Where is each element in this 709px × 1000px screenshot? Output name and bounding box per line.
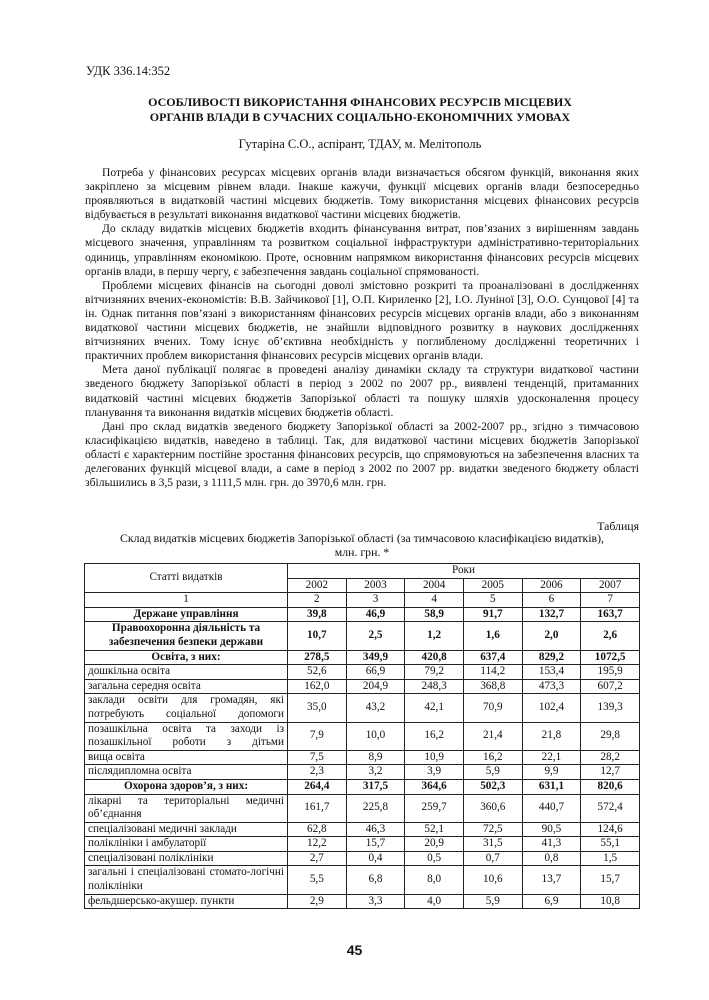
column-number: 2 [288, 593, 347, 608]
value-cell: 631,1 [522, 779, 581, 794]
value-cell: 12,2 [288, 837, 347, 852]
value-cell: 91,7 [463, 607, 522, 622]
column-header-years: Роки [288, 564, 640, 579]
value-cell: 637,4 [463, 650, 522, 665]
value-cell: 15,7 [581, 866, 640, 894]
value-cell: 79,2 [405, 665, 464, 680]
value-cell: 259,7 [405, 794, 464, 822]
author-line: Гутаріна С.О., аспірант, ТДАУ, м. Мелітополь [238, 137, 482, 151]
value-cell: 473,3 [522, 679, 581, 694]
paragraph: Мета даної публікації полягає в проведені аналізу динаміки складу та структури видаткової частини зведеного бюджету Запорізької області в період з 2002 по 2007 рр., виявлені тенденцій, притаманних видатковій частині місцевих бюджетів Запорізької області та пошуку шляхів удосконалення процесу планування та виконання видатків місцевих бюджетів області. [85, 363, 639, 419]
value-cell: 8,0 [405, 866, 464, 894]
value-cell: 572,4 [581, 794, 640, 822]
value-cell: 161,7 [288, 794, 347, 822]
page-number: 45 [346, 942, 363, 958]
value-cell: 5,9 [463, 894, 522, 909]
value-cell: 9,9 [522, 765, 581, 780]
value-cell: 502,3 [463, 779, 522, 794]
table-caption-line-2: млн. грн. * [334, 544, 390, 559]
value-cell: 16,2 [463, 750, 522, 765]
value-cell: 1072,5 [581, 650, 640, 665]
value-cell: 6,8 [346, 866, 405, 894]
column-number: 6 [522, 593, 581, 608]
value-cell: 90,5 [522, 822, 581, 837]
value-cell: 225,8 [346, 794, 405, 822]
value-cell: 3,2 [346, 765, 405, 780]
value-cell: 278,5 [288, 650, 347, 665]
value-cell: 829,2 [522, 650, 581, 665]
value-cell: 3,3 [346, 894, 405, 909]
article-title [80, 95, 640, 125]
value-cell: 20,9 [405, 837, 464, 852]
value-cell: 204,9 [346, 679, 405, 694]
value-cell: 13,7 [522, 866, 581, 894]
value-cell: 2,6 [581, 622, 640, 650]
value-cell: 31,5 [463, 837, 522, 852]
table-row [85, 779, 640, 794]
value-cell: 2,5 [346, 622, 405, 650]
table-row [85, 765, 640, 780]
value-cell: 0,7 [463, 851, 522, 866]
column-number: 3 [346, 593, 405, 608]
value-cell: 52,6 [288, 665, 347, 680]
value-cell: 10,6 [463, 866, 522, 894]
value-cell: 317,5 [346, 779, 405, 794]
table-row [85, 622, 640, 650]
value-cell: 1,2 [405, 622, 464, 650]
value-cell: 420,8 [405, 650, 464, 665]
row-label: спеціалізовані поліклініки [85, 851, 288, 866]
value-cell: 368,8 [463, 679, 522, 694]
row-label: лікарні та територіальні медичні об’єднання [85, 794, 288, 822]
value-cell: 2,7 [288, 851, 347, 866]
value-cell: 139,3 [581, 694, 640, 722]
year-cell: 2003 [346, 578, 405, 593]
paragraph: Проблеми місцевих фінансів на сьогодні доволі змістовно розкриті та проаналізовані в дослідженнях вітчизняних вчених-економістів: В.В. Зайчикової [1], О.П. Кириленко [2], І.О. Луніної [3], О.О. Сунцової [4] та ін. Однак питання пов’язані з використанням фінансових ресурсів місцевих органів влади, або з виконанням видаткової частини місцевих бюджетів, не знайшли відповідного розвитку в наукових дослідженнях вітчизняних вчених. Тому існує об’єктивна необхідність у поглибленому дослідженні теоретичних і практичних проблем використання фінансових ресурсів місцевих органів влади. [85, 278, 639, 363]
value-cell: 10,7 [288, 622, 347, 650]
value-cell: 2,9 [288, 894, 347, 909]
value-cell: 66,9 [346, 665, 405, 680]
value-cell: 163,7 [581, 607, 640, 622]
row-label: фельдшерсько-акушер. пункти [85, 894, 288, 909]
row-label: загальна середня освіта [85, 679, 288, 694]
value-cell: 114,2 [463, 665, 522, 680]
year-cell: 2006 [522, 578, 581, 593]
expenditure-table [84, 563, 640, 909]
value-cell: 0,5 [405, 851, 464, 866]
value-cell: 72,5 [463, 822, 522, 837]
value-cell: 41,3 [522, 837, 581, 852]
year-cell: 2007 [581, 578, 640, 593]
value-cell: 29,8 [581, 722, 640, 750]
row-label: спеціалізовані медичні заклади [85, 822, 288, 837]
value-cell: 16,2 [405, 722, 464, 750]
value-cell: 124,6 [581, 822, 640, 837]
table-label: Таблиця [597, 519, 639, 533]
value-cell: 5,9 [463, 765, 522, 780]
row-label: Охорона здоров’я, з них: [85, 779, 288, 794]
article-body [85, 166, 639, 490]
value-cell: 10,9 [405, 750, 464, 765]
value-cell: 28,2 [581, 750, 640, 765]
value-cell: 264,4 [288, 779, 347, 794]
table-row [85, 665, 640, 680]
value-cell: 4,0 [405, 894, 464, 909]
table-row [85, 866, 640, 894]
column-number: 7 [581, 593, 640, 608]
value-cell: 62,8 [288, 822, 347, 837]
table-row [85, 794, 640, 822]
value-cell: 132,7 [522, 607, 581, 622]
value-cell: 0,8 [522, 851, 581, 866]
column-number: 1 [85, 593, 288, 608]
value-cell: 55,1 [581, 837, 640, 852]
table-row [85, 650, 640, 665]
value-cell: 0,4 [346, 851, 405, 866]
column-number: 4 [405, 593, 464, 608]
row-label: Освіта, з них: [85, 650, 288, 665]
row-label: післядипломна освіта [85, 765, 288, 780]
value-cell: 46,9 [346, 607, 405, 622]
paragraph: Потреба у фінансових ресурсах місцевих органів влади визначається обсягом функцій, виконання яких закріплено за місцевим рівнем влади. Інакше кажучи, функції місцевих органів влади безпосередньо проявляються в видатковій частині місцевих бюджетів. Тому використання місцевих фінансових ресурсів відбувається в результаті виконання видаткової частини місцевих бюджетів. [85, 166, 639, 222]
row-label: Правоохоронна діяльність та забезпечення безпеки держави [85, 622, 288, 650]
value-cell: 2,0 [522, 622, 581, 650]
value-cell: 7,9 [288, 722, 347, 750]
value-cell: 58,9 [405, 607, 464, 622]
value-cell: 21,4 [463, 722, 522, 750]
value-cell: 162,0 [288, 679, 347, 694]
table-row [85, 679, 640, 694]
value-cell: 7,5 [288, 750, 347, 765]
year-cell: 2005 [463, 578, 522, 593]
column-header-items: Статті видатків [85, 564, 288, 593]
value-cell: 39,8 [288, 607, 347, 622]
paragraph: Дані про склад видатків зведеного бюджету Запорізької області за 2002-2007 рр., згідно з тимчасовою класифікацією видатків, наведено в таблиці. Так, для видаткової частини місцевих бюджетів Запорізької області є характерним постійне зростання фінансових ресурсів, що спрямовуються на забезпечення власних та делегованих функцій місцевої влади, а саме в період з 2002 по 2007 рр. видатки зведеного бюджету області збільшились в 3,5 рази, з 1111,5 млн. грн. до 3970,6 млн. грн. [85, 419, 639, 490]
value-cell: 21,8 [522, 722, 581, 750]
row-label: дошкільна освіта [85, 665, 288, 680]
value-cell: 820,6 [581, 779, 640, 794]
value-cell: 5,5 [288, 866, 347, 894]
value-cell: 10,8 [581, 894, 640, 909]
value-cell: 42,1 [405, 694, 464, 722]
table-row [85, 822, 640, 837]
value-cell: 1,5 [581, 851, 640, 866]
value-cell: 46,3 [346, 822, 405, 837]
table-caption [85, 532, 639, 559]
row-label: позашкільна освіта та заходи із позашкільної роботи з дітьми [85, 722, 288, 750]
table-row [85, 694, 640, 722]
row-label: Держане управління [85, 607, 288, 622]
table-row [85, 722, 640, 750]
table-row [85, 750, 640, 765]
row-label: заклади освіти для громадян, які потребують соціальної допомоги [85, 694, 288, 722]
table-body [85, 607, 640, 908]
value-cell: 102,4 [522, 694, 581, 722]
value-cell: 35,0 [288, 694, 347, 722]
table-header-row [85, 564, 640, 579]
title-line-2: ОРГАНІВ ВЛАДИ В СУЧАСНИХ СОЦІАЛЬНО-ЕКОНОМІЧНИХ УМОВАХ [149, 110, 571, 124]
value-cell: 10,0 [346, 722, 405, 750]
table-caption-line-1: Склад видатків місцевих бюджетів Запорізької області (за тимчасовою класифікацією видатків), [120, 531, 604, 545]
value-cell: 43,2 [346, 694, 405, 722]
table-row [85, 607, 640, 622]
value-cell: 607,2 [581, 679, 640, 694]
table-row [85, 894, 640, 909]
value-cell: 52,1 [405, 822, 464, 837]
table-numbering-row [85, 593, 640, 608]
value-cell: 248,3 [405, 679, 464, 694]
value-cell: 195,9 [581, 665, 640, 680]
value-cell: 440,7 [522, 794, 581, 822]
value-cell: 22,1 [522, 750, 581, 765]
title-line-1: ОСОБЛИВОСТІ ВИКОРИСТАННЯ ФІНАНСОВИХ РЕСУРСІВ МІСЦЕВИХ [148, 95, 572, 109]
table-row [85, 851, 640, 866]
value-cell: 2,3 [288, 765, 347, 780]
row-label: вища освіта [85, 750, 288, 765]
year-cell: 2002 [288, 578, 347, 593]
column-number: 5 [463, 593, 522, 608]
value-cell: 6,9 [522, 894, 581, 909]
table-row [85, 837, 640, 852]
year-cell: 2004 [405, 578, 464, 593]
udk-code: УДК 336.14:352 [86, 64, 171, 78]
value-cell: 349,9 [346, 650, 405, 665]
value-cell: 360,6 [463, 794, 522, 822]
row-label: загальні і спеціалізовані стомато-логічні поліклініки [85, 866, 288, 894]
value-cell: 70,9 [463, 694, 522, 722]
value-cell: 153,4 [522, 665, 581, 680]
value-cell: 15,7 [346, 837, 405, 852]
value-cell: 12,7 [581, 765, 640, 780]
row-label: поліклініки і амбулаторії [85, 837, 288, 852]
value-cell: 1,6 [463, 622, 522, 650]
value-cell: 3,9 [405, 765, 464, 780]
paragraph: До складу видатків місцевих бюджетів входить фінансування витрат, пов’язаних з вирішенням завдань місцевого значення, управлінням та розвитком соціальної інфраструктури адміністративно-територіальних одиниць, управлінням економікою. Проте, основним напрямком використання фінансових ресурсів місцевих органів влади, в першу чергу, є забезпечення завдань соціальної спрямованості. [85, 222, 639, 278]
value-cell: 364,6 [405, 779, 464, 794]
value-cell: 8,9 [346, 750, 405, 765]
